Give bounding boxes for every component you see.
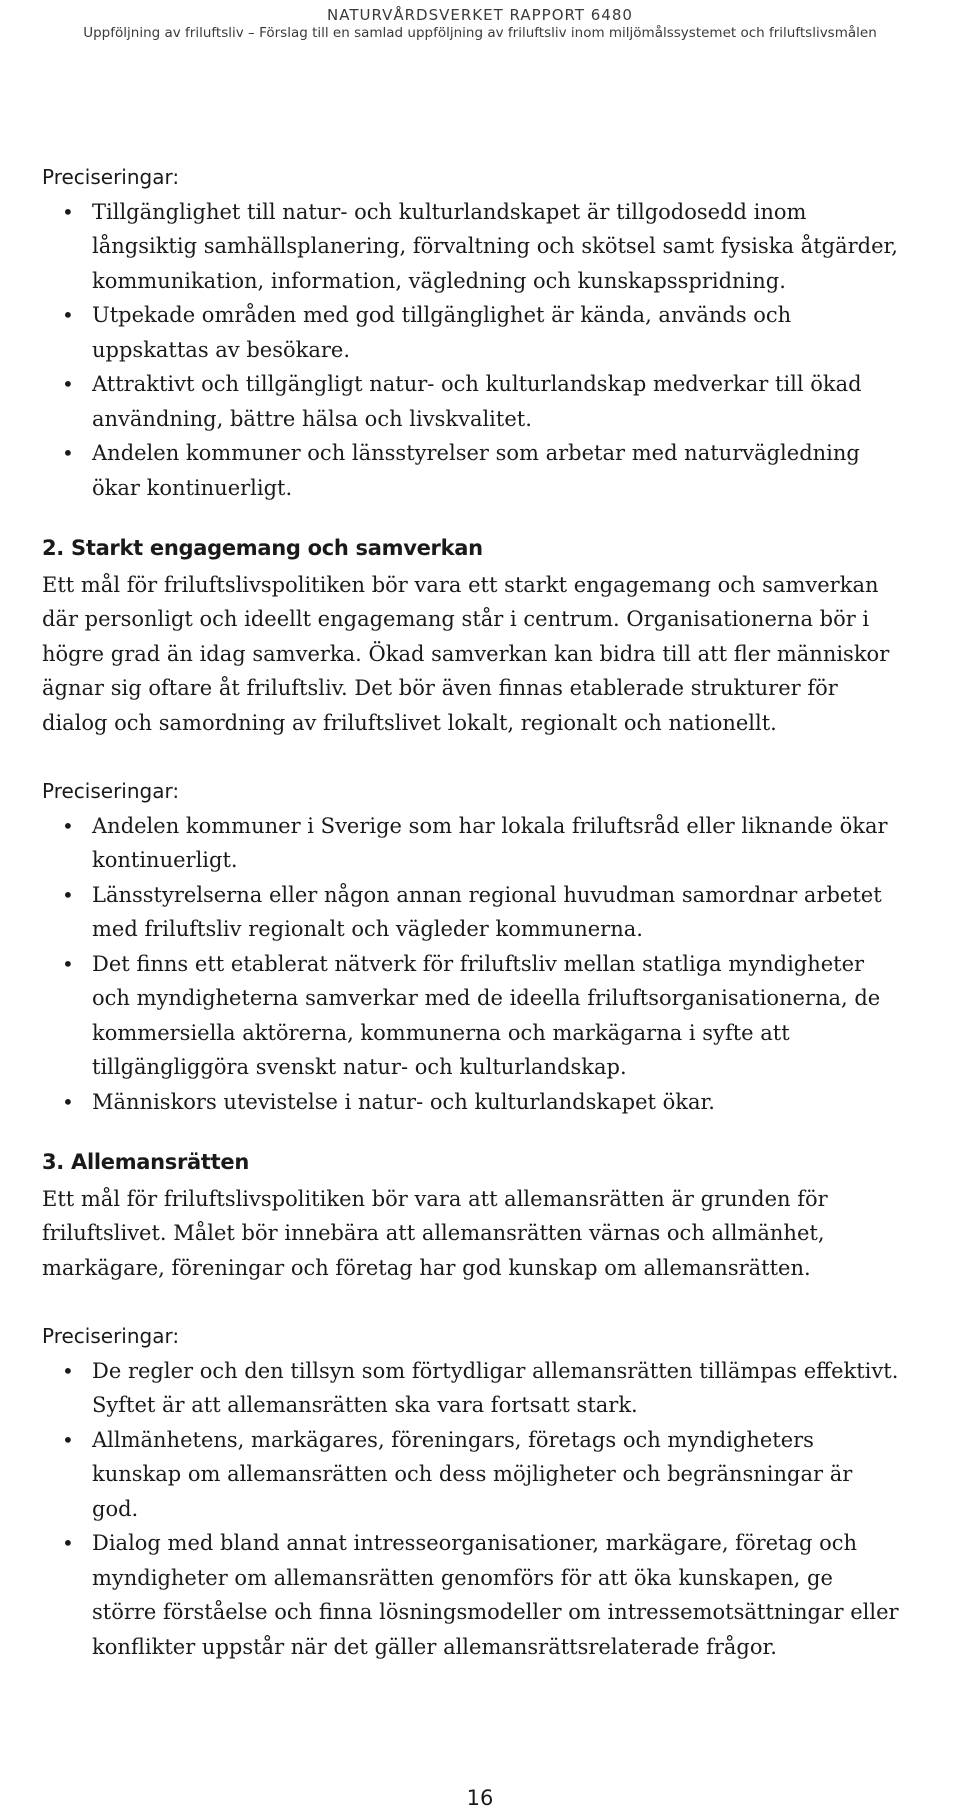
bullet-icon: •	[62, 199, 74, 224]
bullet-icon: •	[62, 951, 74, 976]
page-content	[42, 160, 902, 1664]
list-item-text: Utpekade områden med god tillgänglighet är kända, används och uppskattas av besökare.	[92, 303, 792, 362]
bullet-icon: •	[62, 372, 74, 396]
list-item	[42, 1526, 902, 1664]
list-item	[42, 878, 902, 947]
section-3-heading: 3. Allemansrätten	[42, 1150, 249, 1174]
list-item	[42, 195, 902, 299]
list-item	[42, 436, 902, 505]
list-item-text: Länsstyrelserna eller någon annan regional huvudman samordnar arbetet med friluftsliv regionalt och vägleder kommunerna.	[92, 882, 882, 941]
report-title: NATURVÅRDSVERKET RAPPORT 6480	[327, 6, 633, 24]
preciseringar-list-3	[42, 1354, 902, 1665]
bullet-icon: •	[62, 813, 74, 838]
bullet-icon: •	[62, 441, 74, 465]
list-item-text: Det finns ett etablerat nätverk för friluftsliv mellan statliga myndigheter och myndigheterna samverkar med de ideella friluftsorganisationerna, de kommersiella aktörerna, kommunerna och markägarna i syfte att tillgängliggöra svenskt natur- och kulturlandskap.	[92, 951, 881, 1079]
list-item	[42, 298, 902, 367]
preciseringar-list-1	[42, 195, 902, 506]
bullet-icon: •	[62, 1358, 74, 1383]
list-item-text: Människors utevistelse i natur- och kulturlandskapet ökar.	[92, 1089, 715, 1114]
preciseringar-list-2	[42, 809, 902, 1120]
section-2-body: Ett mål för friluftslivspolitiken bör vara ett starkt engagemang och samverkan där personligt och ideellt engagemang står i centrum. Organisationerna bör i högre grad än idag samverka. Ökad samverkan kan bidra till att fler människor ägnar sig oftare åt friluftsliv. Det bör även finnas etablerade strukturer för dialog och samordning av friluftslivet lokalt, regionalt och nationellt.	[42, 572, 890, 735]
bullet-icon: •	[62, 1427, 74, 1452]
list-item-text: De regler och den tillsyn som förtydligar allemansrätten tillämpas effektivt. Syftet är att allemansrätten ska vara fortsatt stark.	[92, 1358, 899, 1417]
list-item	[42, 947, 902, 1085]
list-item-text: Andelen kommuner i Sverige som har lokala friluftsråd eller liknande ökar kontinuerligt.	[92, 813, 888, 872]
section-3-body: Ett mål för friluftslivspolitiken bör vara att allemansrätten är grunden för friluftslivet. Målet bör innebära att allemansrätten värnas och allmänhet, markägare, föreningar och företag har god kunskap om allemansrätten.	[42, 1186, 828, 1280]
report-subtitle: Uppföljning av friluftsliv – Förslag till en samlad uppföljning av friluftsliv inom miljömålssystemet och friluftslivsmålen	[83, 25, 877, 41]
bullet-icon: •	[62, 303, 74, 327]
list-item	[42, 1354, 902, 1423]
list-item-text: Attraktivt och tillgängligt natur- och kulturlandskap medverkar till ökad användning, bättre hälsa och livskvalitet.	[92, 372, 862, 431]
section-2-heading: 2. Starkt engagemang och samverkan	[42, 536, 483, 560]
bullet-icon: •	[62, 1089, 74, 1114]
preciseringar-label-3: Preciseringar:	[42, 1324, 180, 1348]
bullet-icon: •	[62, 882, 74, 907]
list-item-text: Tillgänglighet till natur- och kulturlandskapet är tillgodosedd inom långsiktig samhällsplanering, förvaltning och skötsel samt fysiska åtgärder, kommunikation, information, vägledning och kunskapsspridning.	[92, 199, 898, 293]
running-header	[0, 6, 960, 42]
list-item-text: Dialog med bland annat intresseorganisationer, markägare, företag och myndigheter om allemansrätten genomförs för att öka kunskapen, ge större förståelse och finna lösningsmodeller om intressemotsättningar eller konflikter uppstår när det gäller allemansrättsrelaterade frågor.	[92, 1531, 899, 1659]
list-item	[42, 809, 902, 878]
list-item-text: Allmänhetens, markägares, föreningars, företags och myndigheters kunskap om allemansrätten och dess möjligheter och begränsningar är god.	[92, 1427, 853, 1521]
list-item	[42, 1085, 902, 1120]
preciseringar-label-2: Preciseringar:	[42, 779, 180, 803]
list-item	[42, 367, 902, 436]
preciseringar-label-1: Preciseringar:	[42, 165, 180, 189]
list-item-text: Andelen kommuner och länsstyrelser som arbetar med naturvägledning ökar kontinuerligt.	[92, 441, 860, 500]
list-item	[42, 1423, 902, 1527]
bullet-icon: •	[62, 1531, 74, 1555]
page-number: 16	[466, 1786, 494, 1810]
